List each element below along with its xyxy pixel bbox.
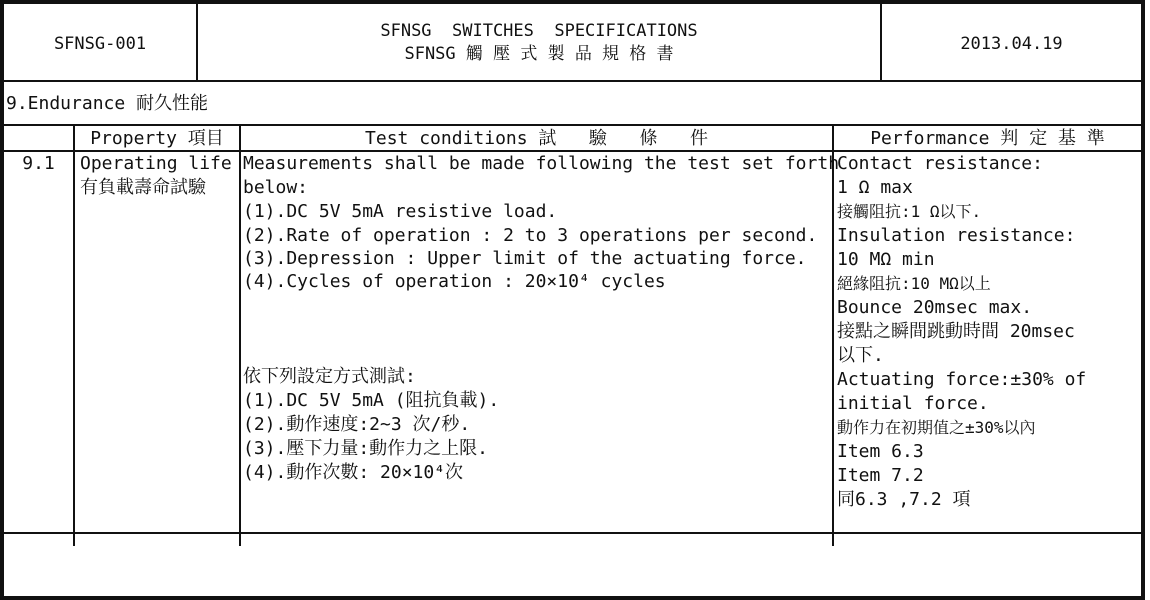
performance-line: Item 6.3 bbox=[837, 441, 924, 462]
performance-line: Contact resistance: bbox=[837, 153, 1043, 174]
condition-line: 依下列設定方式測試: bbox=[243, 366, 416, 387]
property-english: Operating life bbox=[80, 153, 232, 174]
title-chinese: SFNSG 觸 壓 式 製 品 規 格 書 bbox=[404, 44, 674, 64]
condition-line: (2).Rate of operation : 2 to 3 operations per second. bbox=[243, 225, 818, 246]
title-english: SFNSG SWITCHES SPECIFICATIONS bbox=[380, 21, 698, 41]
condition-line: (3).Depression : Upper limit of the actuating force. bbox=[243, 248, 807, 269]
header-property: Property 項目 bbox=[90, 128, 224, 149]
col-divider-number bbox=[73, 126, 75, 546]
performance-line: initial force. bbox=[837, 393, 989, 414]
performance-line: 動作力在初期值之±30%以內 bbox=[837, 418, 1036, 437]
performance-line: 接點之瞬間跳動時間 20msec bbox=[837, 321, 1075, 342]
col-divider-conditions bbox=[832, 126, 834, 546]
header-performance: Performance 判 定 基 準 bbox=[870, 128, 1105, 149]
condition-line: (3).壓下力量:動作力之上限. bbox=[243, 438, 489, 459]
condition-line: (2).動作速度:2~3 次/秒. bbox=[243, 414, 471, 435]
header-bottom-rule bbox=[4, 80, 1141, 82]
section-title: 9.Endurance 耐久性能 bbox=[6, 93, 209, 114]
doc-code: SFNSG-001 bbox=[53, 34, 147, 54]
condition-line: (4).動作次數: 20×10⁴次 bbox=[243, 462, 464, 483]
performance-line: 同6.3 ,7.2 項 bbox=[837, 489, 971, 510]
performance-line: 10 MΩ min bbox=[837, 249, 935, 270]
condition-line: below: bbox=[243, 177, 309, 198]
section-bottom-rule bbox=[4, 124, 1141, 126]
performance-line: Insulation resistance: bbox=[837, 225, 1076, 246]
condition-line: (1).DC 5V 5mA (阻抗負載). bbox=[243, 390, 500, 411]
performance-line: 以下. bbox=[837, 345, 884, 366]
condition-line: (4).Cycles of operation : 20×10⁴ cycles bbox=[243, 271, 666, 292]
performance-line: 1 Ω max bbox=[837, 177, 913, 198]
condition-line: (1).DC 5V 5mA resistive load. bbox=[243, 201, 558, 222]
performance-line: Item 7.2 bbox=[837, 465, 924, 486]
condition-line: Measurements shall be made following the test set forth bbox=[243, 153, 840, 174]
property-chinese: 有負載壽命試驗 bbox=[80, 177, 206, 198]
row-bottom-rule bbox=[4, 532, 1141, 534]
doc-date: 2013.04.19 bbox=[960, 34, 1063, 54]
performance-line: 接觸阻抗:1 Ω以下. bbox=[837, 202, 982, 221]
col-divider-property bbox=[239, 126, 241, 546]
row-number: 9.1 bbox=[22, 153, 55, 174]
header-conditions: Test conditions 試 驗 條 件 bbox=[365, 128, 708, 149]
performance-line: 絕緣阻抗:10 MΩ以上 bbox=[837, 274, 991, 293]
performance-line: Bounce 20msec max. bbox=[837, 297, 1033, 318]
performance-line: Actuating force:±30% of bbox=[837, 369, 1087, 390]
